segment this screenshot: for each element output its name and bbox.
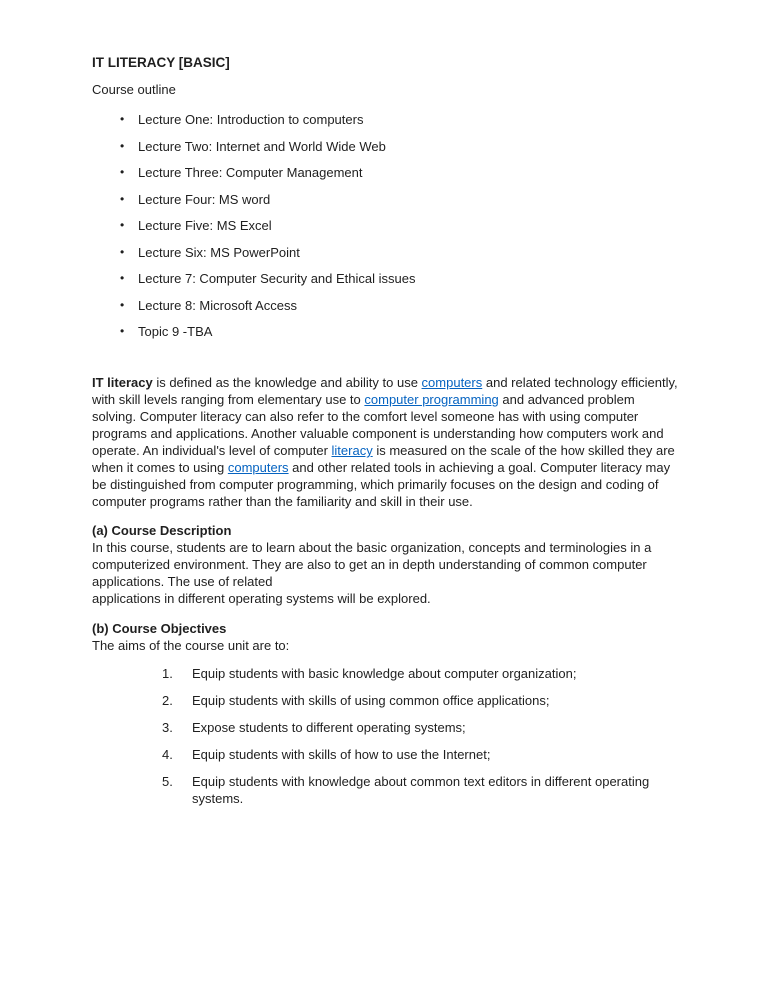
bullet-icon: • bbox=[120, 297, 125, 312]
objective-text: Equip students with skills of how to use the Internet; bbox=[192, 747, 491, 762]
outline-item-label: Lecture Four: MS word bbox=[138, 191, 271, 207]
text-run: and other related tools in achieving a goal. Computer literacy may be distinguished from computer programming, which primarily focuses on the design and coding of computer programs rather than the familiarity and skill in their use. bbox=[92, 460, 671, 509]
objective-number bbox=[162, 773, 192, 790]
outline-item-label: Lecture One: Introduction to computers bbox=[138, 112, 364, 127]
objective-number bbox=[162, 665, 192, 682]
objective-text: Equip students with basic knowledge about computer organization; bbox=[192, 666, 577, 681]
objective-number bbox=[162, 719, 192, 736]
course-outline-label: Course outline bbox=[92, 82, 176, 97]
outline-item bbox=[92, 164, 678, 181]
bullet-icon: • bbox=[120, 244, 125, 259]
course-description-heading: (a) Course Description bbox=[92, 523, 232, 538]
outline-item-label: Lecture 7: Computer Security and Ethical issues bbox=[138, 271, 416, 286]
outline-item bbox=[92, 270, 678, 287]
objective-item bbox=[92, 665, 678, 682]
objective-text: Equip students with skills of using common office applications; bbox=[192, 693, 550, 708]
course-outline-list bbox=[92, 111, 678, 340]
outline-item-label: Lecture Two: Internet and World Wide Web bbox=[138, 138, 386, 154]
bullet-icon: • bbox=[120, 165, 125, 179]
objectives-list bbox=[92, 665, 678, 807]
bullet-icon: • bbox=[120, 191, 125, 206]
hyperlink[interactable]: computers bbox=[421, 375, 483, 390]
intro-paragraph bbox=[92, 374, 678, 510]
objective-number bbox=[162, 746, 192, 763]
objective-text: Equip students with knowledge about common text editors in different operating systems. bbox=[192, 774, 650, 806]
outline-item bbox=[92, 323, 678, 340]
document-title: IT LITERACY [BASIC] bbox=[92, 55, 230, 70]
course-description-text: In this course, students are to learn about the basic organization, concepts and terminologies in a computerized environment. They are also to get an in depth understanding of common computer applications. The use of related bbox=[92, 540, 652, 589]
bullet-icon: • bbox=[120, 324, 125, 338]
objective-item bbox=[92, 746, 678, 763]
outline-item-label: Lecture Five: MS Excel bbox=[138, 218, 272, 233]
outline-item bbox=[92, 217, 678, 234]
course-objectives-section bbox=[92, 620, 678, 807]
course-description-section bbox=[92, 522, 678, 607]
outline-item bbox=[92, 138, 678, 155]
bullet-icon: • bbox=[120, 138, 125, 153]
hyperlink[interactable]: computer programming bbox=[364, 392, 499, 407]
outline-item-label: Lecture Three: Computer Management bbox=[138, 165, 363, 180]
bullet-icon: • bbox=[120, 218, 125, 232]
text-run: and related technology efficiently, with skill levels ranging from elementary use to bbox=[92, 375, 678, 407]
course-objectives-heading: (b) Course Objectives bbox=[92, 621, 227, 636]
outline-item bbox=[92, 111, 678, 128]
hyperlink[interactable]: literacy bbox=[331, 443, 373, 458]
outline-item bbox=[92, 244, 678, 261]
objective-item bbox=[92, 692, 678, 709]
text-run: is defined as the knowledge and ability to use bbox=[152, 375, 422, 390]
course-description-text: applications in different operating systems will be explored. bbox=[92, 591, 431, 606]
objective-text: Expose students to different operating systems; bbox=[192, 720, 466, 735]
objective-item bbox=[92, 719, 678, 736]
outline-item bbox=[92, 191, 678, 208]
course-objectives-intro: The aims of the course unit are to: bbox=[92, 638, 290, 653]
outline-item-label: Topic 9 -TBA bbox=[138, 324, 213, 339]
hyperlink[interactable]: computers bbox=[227, 460, 289, 475]
outline-item-label: Lecture 8: Microsoft Access bbox=[138, 297, 297, 313]
objective-item bbox=[92, 773, 678, 807]
objective-number bbox=[162, 692, 192, 709]
text-run: is measured on the scale of the how skilled they are when it comes to using bbox=[92, 443, 675, 475]
bullet-icon: • bbox=[120, 112, 125, 126]
bold-text-run: IT literacy bbox=[92, 375, 153, 390]
outline-item bbox=[92, 297, 678, 314]
outline-item-label: Lecture Six: MS PowerPoint bbox=[138, 244, 300, 260]
bullet-icon: • bbox=[120, 271, 125, 285]
text-run: and advanced problem solving. Computer literacy can also refer to the comfort level someone has with using computer programs and applications. Another valuable component is understanding how computers work and operate. An individual's level of computer bbox=[92, 392, 664, 458]
